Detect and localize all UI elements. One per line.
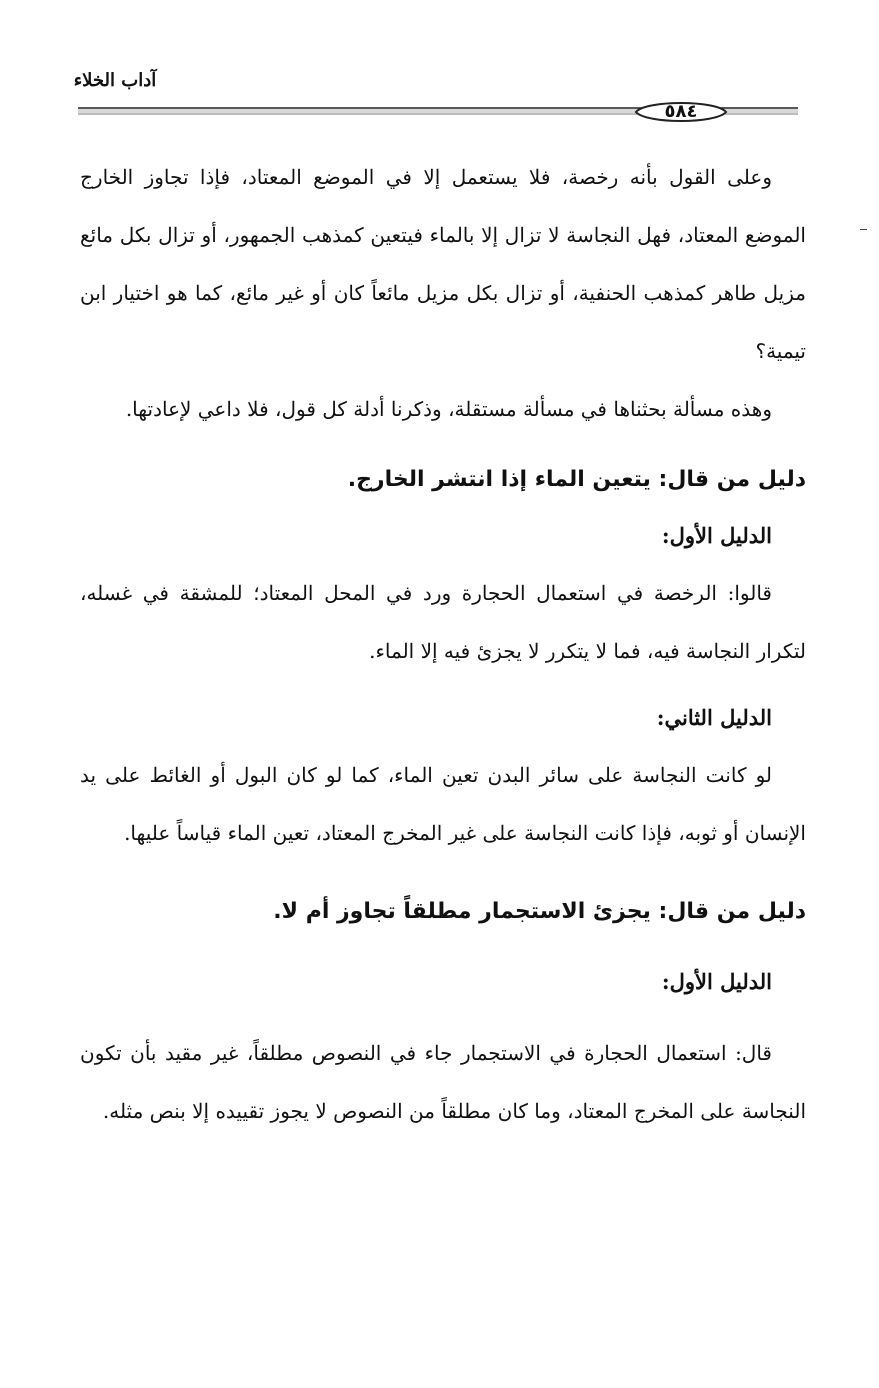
margin-mark: [860, 229, 867, 230]
page-body: [80, 148, 806, 1140]
evidence-heading: الدليل الأول:: [661, 969, 772, 994]
paragraph: قالوا: الرخصة في استعمال الحجارة ورد في المحل المعتاد؛ للمشقة في غسله، لتكرار النجاسة فيه، فما لا يتكرر لا يجزئ فيه إلا الماء.: [80, 581, 806, 663]
page-number-frame: [632, 97, 730, 127]
evidence-heading: الدليل الثاني:: [656, 705, 772, 730]
page-number: ٥٨٤: [664, 101, 698, 122]
running-title: آداب الخلاء: [73, 70, 157, 91]
paragraph: لو كانت النجاسة على سائر البدن تعين الماء، كما لو كان البول أو الغائط على يد الإنسان أو ثوبه، فإذا كانت النجاسة على غير المخرج المعتاد، تعين الماء قياساً عليها.: [80, 763, 806, 845]
evidence-heading: الدليل الأول:: [661, 523, 772, 548]
paragraph: وعلى القول بأنه رخصة، فلا يستعمل إلا في الموضع المعتاد، فإذا تجاوز الخارج الموضع المعتاد، فهل النجاسة لا تزال إلا بالماء فيتعين كمذهب الجمهور، أو تزال بكل مائع مزيل طاهر كمذهب الحنفية، أو تزال بكل مزيل مائعاً كان أو غير مائع، كما هو اختيار ابن تيمية؟: [80, 165, 806, 363]
paragraph: قال: استعمال الحجارة في الاستجمار جاء في النصوص مطلقاً، غير مقيد بأن تكون النجاسة على المخرج المعتاد، وما كان مطلقاً من النصوص لا يجوز تقييده إلا بنص مثله.: [80, 1041, 806, 1123]
paragraph: وهذه مسألة بحثناها في مسألة مستقلة، وذكرنا أدلة كل قول، فلا داعي لإعادتها.: [125, 397, 772, 421]
section-heading: دليل من قال: يتعين الماء إذا انتشر الخارج.: [347, 467, 806, 492]
section-heading: دليل من قال: يجزئ الاستجمار مطلقاً تجاوز أم لا.: [273, 899, 806, 924]
